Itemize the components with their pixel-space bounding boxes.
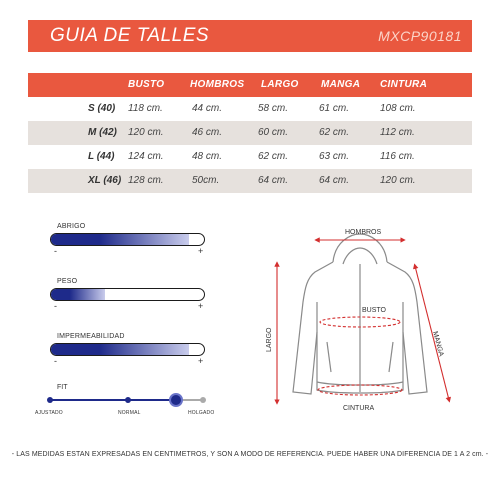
cell-cintura: 108 cm. <box>380 103 416 114</box>
cell-busto: 124 cm. <box>128 151 164 162</box>
cell-manga: 62 cm. <box>319 127 350 138</box>
cell-cintura: 116 cm. <box>380 151 415 162</box>
fit-track <box>50 399 175 401</box>
cell-manga: 61 cm. <box>319 103 350 114</box>
fit-option-normal: NORMAL <box>118 410 141 416</box>
peso-min-sign: - <box>54 301 57 311</box>
table-row <box>28 97 472 121</box>
impermeabilidad-max-sign: + <box>198 356 204 366</box>
fit-option-holgado: HOLGADO <box>188 410 215 416</box>
cell-largo: 60 cm. <box>258 127 289 138</box>
cell-largo: 62 cm. <box>258 151 289 162</box>
column-header-largo: LARGO <box>261 79 299 90</box>
busto-label: BUSTO <box>362 307 386 314</box>
page-title: GUIA DE TALLES <box>50 25 210 46</box>
fit-dot-holgado <box>200 397 206 403</box>
cell-cintura: 120 cm. <box>380 175 416 186</box>
fit-label: FIT <box>57 384 68 391</box>
size-label: L (44) <box>88 151 115 162</box>
cell-largo: 64 cm. <box>258 175 289 186</box>
largo-label: LARGO <box>266 327 273 352</box>
peso-bar-fill <box>51 289 105 300</box>
product-code: MXCP90181 <box>378 28 462 44</box>
column-header-manga: MANGA <box>321 79 361 90</box>
abrigo-min-sign: - <box>54 246 57 256</box>
impermeabilidad-bar <box>50 343 205 356</box>
abrigo-max-sign: + <box>198 246 204 256</box>
size-label: M (42) <box>88 127 117 138</box>
column-header-hombros: HOMBROS <box>190 79 245 90</box>
impermeabilidad-min-sign: - <box>54 356 57 366</box>
cell-cintura: 112 cm. <box>380 127 415 138</box>
impermeabilidad-label: IMPERMEABILIDAD <box>57 333 125 340</box>
table-row <box>28 121 472 145</box>
peso-bar <box>50 288 205 301</box>
cell-manga: 63 cm. <box>319 151 350 162</box>
table-row <box>28 145 472 169</box>
cell-hombros: 46 cm. <box>192 127 223 138</box>
peso-label: PESO <box>57 278 78 285</box>
impermeabilidad-bar-fill <box>51 344 189 355</box>
cell-busto: 128 cm. <box>128 175 164 186</box>
title-banner <box>28 20 472 52</box>
cell-busto: 120 cm. <box>128 127 164 138</box>
cell-largo: 58 cm. <box>258 103 289 114</box>
fit-selected-marker <box>169 393 183 407</box>
manga-label: MANGA <box>431 330 445 358</box>
cell-hombros: 48 cm. <box>192 151 223 162</box>
jacket-outline <box>293 234 427 394</box>
cell-hombros: 44 cm. <box>192 103 223 114</box>
cell-manga: 64 cm. <box>319 175 350 186</box>
hombros-label: HOMBROS <box>345 229 382 236</box>
fit-dot-normal <box>125 397 131 403</box>
size-label: S (40) <box>88 103 116 114</box>
fit-option-ajustado: AJUSTADO <box>35 410 63 416</box>
column-header-cintura: CINTURA <box>380 79 428 90</box>
jacket-diagram <box>255 222 465 417</box>
fit-dot-ajustado <box>47 397 53 403</box>
abrigo-label: ABRIGO <box>57 223 86 230</box>
peso-max-sign: + <box>198 301 204 311</box>
abrigo-bar-fill <box>51 234 189 245</box>
cell-busto: 118 cm. <box>128 103 163 114</box>
table-header <box>28 73 472 97</box>
column-header-busto: BUSTO <box>128 79 165 90</box>
table-row <box>28 169 472 193</box>
size-label: XL (46) <box>88 175 122 186</box>
cintura-label: CINTURA <box>343 405 375 412</box>
footnote: - LAS MEDIDAS ESTAN EXPRESADAS EN CENTIMETROS, Y SON A MODO DE REFERENCIA. PUEDE HABER UNA DIFERENCIA DE 1 A 2 cm. - <box>11 451 489 458</box>
cell-hombros: 50cm. <box>192 175 220 186</box>
abrigo-bar <box>50 233 205 246</box>
